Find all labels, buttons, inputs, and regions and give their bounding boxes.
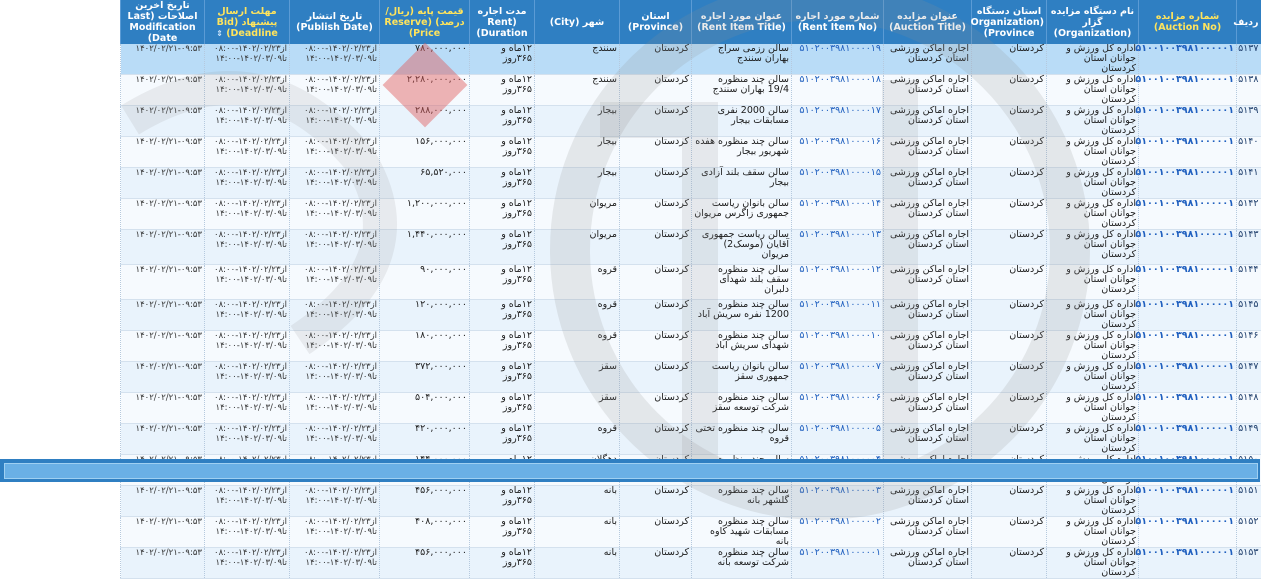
province-cell: کردستان bbox=[620, 44, 692, 75]
last-modification-cell: ۱۴۰۲/۰۲/۲۱-۰۹:۵۳ bbox=[121, 331, 205, 362]
city-cell: سقز bbox=[535, 362, 620, 393]
auction-no-link[interactable]: ۵۱۰۰۱۰۰۳۹۸۱۰۰۰۰۰۱ bbox=[1139, 137, 1237, 168]
duration-cell: ۱۲ماه و ۳۶۵روز bbox=[470, 424, 535, 455]
last-modification-cell: ۱۴۰۲/۰۲/۲۱-۰۹:۵۳ bbox=[121, 137, 205, 168]
table-row[interactable] bbox=[121, 44, 1261, 75]
table-header-row bbox=[121, 0, 1261, 44]
reserve-price-cell: ۲۸۸,۰۰۰,۰۰۰ bbox=[380, 106, 470, 137]
deadline-cell: از۱۴۰۲/۰۲/۲۳-۰۸:۰۰ تا۱۴۰۲/۰۳/۰۹-۱۴:۰۰ bbox=[205, 393, 290, 424]
row-no-cell: ۵۱۴۰ bbox=[1237, 137, 1261, 168]
city-cell: مریوان bbox=[535, 230, 620, 265]
rent-item-no-link[interactable]: ۵۱۰۲۰۰۳۹۸۱۰۰۰۰۱۸ bbox=[792, 75, 884, 106]
rent-item-title-cell: سالن چند منظوره سقف بلند شهدای دلبران bbox=[692, 265, 792, 300]
auction-no-link[interactable]: ۵۱۰۰۱۰۰۳۹۸۱۰۰۰۰۰۱ bbox=[1139, 300, 1237, 331]
reserve-price-cell: ۳۷۲,۰۰۰,۰۰۰ bbox=[380, 362, 470, 393]
auction-title-cell: اجاره اماکن ورزشی استان کردستان bbox=[884, 486, 972, 517]
auction-title-cell: اجاره اماکن ورزشی استان کردستان bbox=[884, 44, 972, 75]
publish-date-cell: از۱۴۰۲/۰۲/۲۳-۰۸:۰۰ تا۱۴۰۲/۰۳/۰۹-۱۴:۰۰ bbox=[290, 548, 380, 579]
duration-cell: ۱۲ماه و ۳۶۵روز bbox=[470, 168, 535, 199]
row-no-cell: ۵۱۳۹ bbox=[1237, 106, 1261, 137]
rent-item-title-cell: سالن چند منظوره شرکت توسعه بانه bbox=[692, 548, 792, 579]
deadline-cell: از۱۴۰۲/۰۲/۲۳-۰۸:۰۰ تا۱۴۰۲/۰۳/۰۹-۱۴:۰۰ bbox=[205, 486, 290, 517]
duration-cell: ۱۲ماه و ۳۶۵روز bbox=[470, 265, 535, 300]
publish-date-cell: از۱۴۰۲/۰۲/۲۳-۰۸:۰۰ تا۱۴۰۲/۰۳/۰۹-۱۴:۰۰ bbox=[290, 393, 380, 424]
last-modification-cell: ۱۴۰۲/۰۲/۲۱-۰۹:۵۳ bbox=[121, 230, 205, 265]
table-row[interactable] bbox=[121, 265, 1261, 300]
auction-title-cell: اجاره اماکن ورزشی استان کردستان bbox=[884, 199, 972, 230]
province-cell: کردستان bbox=[620, 548, 692, 579]
reserve-price-cell: ۷۸۰,۰۰۰,۰۰۰ bbox=[380, 44, 470, 75]
last-modification-cell: ۱۴۰۲/۰۲/۲۱-۰۹:۵۳ bbox=[121, 75, 205, 106]
city-cell: بانه bbox=[535, 517, 620, 548]
province-org-cell: کردستان bbox=[972, 106, 1047, 137]
province-cell: کردستان bbox=[620, 137, 692, 168]
table-row[interactable] bbox=[121, 362, 1261, 393]
table-row[interactable] bbox=[121, 168, 1261, 199]
province-org-cell: کردستان bbox=[972, 548, 1047, 579]
row-no-cell: ۵۱۵۲ bbox=[1237, 517, 1261, 548]
empty-left-panel bbox=[0, 44, 120, 459]
auction-title-cell: اجاره اماکن ورزشی استان کردستان bbox=[884, 424, 972, 455]
province-cell: کردستان bbox=[620, 424, 692, 455]
rent-item-no-link[interactable]: ۵۱۰۲۰۰۳۹۸۱۰۰۰۰۰۱ bbox=[792, 548, 884, 579]
reserve-price-cell: ۴۲۰,۰۰۰,۰۰۰ bbox=[380, 424, 470, 455]
row-no-cell: ۵۱۴۶ bbox=[1237, 331, 1261, 362]
rent-item-no-link[interactable]: ۵۱۰۲۰۰۳۹۸۱۰۰۰۰۰۵ bbox=[792, 424, 884, 455]
auction-title-cell: اجاره اماکن ورزشی استان کردستان bbox=[884, 300, 972, 331]
rent-item-title-cell: سالن بانوان ریاست جمهوری زاگرس مریوان bbox=[692, 199, 792, 230]
rent-item-no-link[interactable]: ۵۱۰۲۰۰۳۹۸۱۰۰۰۰۱۰ bbox=[792, 331, 884, 362]
col-header-province[interactable]: استان (Province) bbox=[620, 0, 692, 44]
organization-cell: اداره کل ورزش و جوانان استان کردستان bbox=[1047, 168, 1139, 199]
auction-title-cell: اجاره اماکن ورزشی استان کردستان bbox=[884, 230, 972, 265]
duration-cell: ۱۲ماه و ۳۶۵روز bbox=[470, 331, 535, 362]
organization-cell: اداره کل ورزش و جوانان استان کردستان bbox=[1047, 331, 1139, 362]
table-row[interactable] bbox=[121, 393, 1261, 424]
reserve-price-cell: ۱۲۰,۰۰۰,۰۰۰ bbox=[380, 300, 470, 331]
deadline-cell: از۱۴۰۲/۰۲/۲۳-۰۸:۰۰ تا۱۴۰۲/۰۳/۰۹-۱۴:۰۰ bbox=[205, 75, 290, 106]
reserve-price-cell: ۴۵۶,۰۰۰,۰۰۰ bbox=[380, 486, 470, 517]
organization-cell: اداره کل ورزش و جوانان استان کردستان bbox=[1047, 393, 1139, 424]
row-no-cell: ۵۱۴۷ bbox=[1237, 362, 1261, 393]
duration-cell: ۱۲ماه و ۳۶۵روز bbox=[470, 486, 535, 517]
col-header-auction-no-label: شماره مزایده (Auction No) bbox=[1153, 11, 1222, 33]
province-cell: کردستان bbox=[620, 486, 692, 517]
row-no-cell: ۵۱۴۳ bbox=[1237, 230, 1261, 265]
col-header-deadline[interactable] bbox=[205, 0, 290, 44]
table-row[interactable] bbox=[121, 300, 1261, 331]
city-cell: مریوان bbox=[535, 199, 620, 230]
last-modification-cell: ۱۴۰۲/۰۲/۲۱-۰۹:۵۳ bbox=[121, 106, 205, 137]
publish-date-cell: از۱۴۰۲/۰۲/۲۳-۰۸:۰۰ تا۱۴۰۲/۰۳/۰۹-۱۴:۰۰ bbox=[290, 265, 380, 300]
footer-pager-strip[interactable] bbox=[4, 463, 1258, 479]
duration-cell: ۱۲ماه و ۳۶۵روز bbox=[470, 44, 535, 75]
reserve-price-cell: ۵۰۴,۰۰۰,۰۰۰ bbox=[380, 393, 470, 424]
auction-table bbox=[120, 0, 1261, 579]
city-cell: بانه bbox=[535, 548, 620, 579]
table-body bbox=[121, 44, 1261, 579]
publish-date-cell: از۱۴۰۲/۰۲/۲۳-۰۸:۰۰ تا۱۴۰۲/۰۳/۰۹-۱۴:۰۰ bbox=[290, 106, 380, 137]
deadline-cell: از۱۴۰۲/۰۲/۲۳-۰۸:۰۰ تا۱۴۰۲/۰۳/۰۹-۱۴:۰۰ bbox=[205, 137, 290, 168]
auction-no-link[interactable]: ۵۱۰۰۱۰۰۳۹۸۱۰۰۰۰۰۱ bbox=[1139, 168, 1237, 199]
city-cell: قروه bbox=[535, 424, 620, 455]
auction-no-link[interactable]: ۵۱۰۰۱۰۰۳۹۸۱۰۰۰۰۰۱ bbox=[1139, 548, 1237, 579]
deadline-cell: از۱۴۰۲/۰۲/۲۳-۰۸:۰۰ تا۱۴۰۲/۰۳/۰۹-۱۴:۰۰ bbox=[205, 168, 290, 199]
auction-title-cell: اجاره اماکن ورزشی استان کردستان bbox=[884, 265, 972, 300]
row-no-cell: ۵۱۵۱ bbox=[1237, 486, 1261, 517]
rent-item-title-cell: سالن 2000 نفری مسابقات بیجار bbox=[692, 106, 792, 137]
province-org-cell: کردستان bbox=[972, 331, 1047, 362]
auction-title-cell: اجاره اماکن ورزشی استان کردستان bbox=[884, 137, 972, 168]
auction-title-cell: اجاره اماکن ورزشی استان کردستان bbox=[884, 331, 972, 362]
province-cell: کردستان bbox=[620, 106, 692, 137]
auction-no-link[interactable]: ۵۱۰۰۱۰۰۳۹۸۱۰۰۰۰۰۱ bbox=[1139, 486, 1237, 517]
duration-cell: ۱۲ماه و ۳۶۵روز bbox=[470, 517, 535, 548]
auction-no-link[interactable]: ۵۱۰۰۱۰۰۳۹۸۱۰۰۰۰۰۱ bbox=[1139, 265, 1237, 300]
city-cell: سنندج bbox=[535, 75, 620, 106]
publish-date-cell: از۱۴۰۲/۰۲/۲۳-۰۸:۰۰ تا۱۴۰۲/۰۳/۰۹-۱۴:۰۰ bbox=[290, 199, 380, 230]
table-row[interactable] bbox=[121, 230, 1261, 265]
organization-cell: اداره کل ورزش و جوانان استان کردستان bbox=[1047, 137, 1139, 168]
province-org-cell: کردستان bbox=[972, 199, 1047, 230]
duration-cell: ۱۲ماه و ۳۶۵روز bbox=[470, 393, 535, 424]
deadline-cell: از۱۴۰۲/۰۲/۲۳-۰۸:۰۰ تا۱۴۰۲/۰۳/۰۹-۱۴:۰۰ bbox=[205, 300, 290, 331]
province-cell: کردستان bbox=[620, 199, 692, 230]
auction-no-link[interactable]: ۵۱۰۰۱۰۰۳۹۸۱۰۰۰۰۰۱ bbox=[1139, 199, 1237, 230]
province-org-cell: کردستان bbox=[972, 75, 1047, 106]
col-header-publish-date[interactable]: تاریخ انتشار (Publish Date) bbox=[290, 0, 380, 44]
rent-item-no-link[interactable]: ۵۱۰۲۰۰۳۹۸۱۰۰۰۰۱۲ bbox=[792, 265, 884, 300]
rent-item-no-link[interactable]: ۵۱۰۲۰۰۳۹۸۱۰۰۰۰۱۵ bbox=[792, 168, 884, 199]
duration-cell: ۱۲ماه و ۳۶۵روز bbox=[470, 548, 535, 579]
reserve-price-cell: ۱۵۶,۰۰۰,۰۰۰ bbox=[380, 137, 470, 168]
rent-item-title-cell: سالن چند منظوره 19/4 بهاران سنندج bbox=[692, 75, 792, 106]
reserve-price-cell: ۴۰۸,۰۰۰,۰۰۰ bbox=[380, 517, 470, 548]
province-org-cell: کردستان bbox=[972, 265, 1047, 300]
deadline-cell: از۱۴۰۲/۰۲/۲۳-۰۸:۰۰ تا۱۴۰۲/۰۳/۰۹-۱۴:۰۰ bbox=[205, 265, 290, 300]
province-cell: کردستان bbox=[620, 230, 692, 265]
deadline-cell: از۱۴۰۲/۰۲/۲۳-۰۸:۰۰ تا۱۴۰۲/۰۳/۰۹-۱۴:۰۰ bbox=[205, 424, 290, 455]
rent-item-no-link[interactable]: ۵۱۰۲۰۰۳۹۸۱۰۰۰۰۰۳ bbox=[792, 486, 884, 517]
duration-cell: ۱۲ماه و ۳۶۵روز bbox=[470, 362, 535, 393]
province-org-cell: کردستان bbox=[972, 44, 1047, 75]
auction-title-cell: اجاره اماکن ورزشی استان کردستان bbox=[884, 75, 972, 106]
publish-date-cell: از۱۴۰۲/۰۲/۲۳-۰۸:۰۰ تا۱۴۰۲/۰۳/۰۹-۱۴:۰۰ bbox=[290, 75, 380, 106]
last-modification-cell: ۱۴۰۲/۰۲/۲۱-۰۹:۵۳ bbox=[121, 168, 205, 199]
rent-item-no-link[interactable]: ۵۱۰۲۰۰۳۹۸۱۰۰۰۰۱۶ bbox=[792, 137, 884, 168]
row-no-cell: ۵۱۳۸ bbox=[1237, 75, 1261, 106]
organization-cell: اداره کل ورزش و جوانان استان کردستان bbox=[1047, 230, 1139, 265]
publish-date-cell: از۱۴۰۲/۰۲/۲۳-۰۸:۰۰ تا۱۴۰۲/۰۳/۰۹-۱۴:۰۰ bbox=[290, 517, 380, 548]
auction-title-cell: اجاره اماکن ورزشی استان کردستان bbox=[884, 393, 972, 424]
auction-title-cell: اجاره اماکن ورزشی استان کردستان bbox=[884, 106, 972, 137]
organization-cell: اداره کل ورزش و جوانان استان کردستان bbox=[1047, 199, 1139, 230]
deadline-cell: از۱۴۰۲/۰۲/۲۳-۰۸:۰۰ تا۱۴۰۲/۰۳/۰۹-۱۴:۰۰ bbox=[205, 548, 290, 579]
col-header-duration[interactable]: مدت اجاره (Rent Duration) bbox=[470, 0, 535, 44]
auction-no-link[interactable]: ۵۱۰۰۱۰۰۳۹۸۱۰۰۰۰۰۱ bbox=[1139, 75, 1237, 106]
rent-item-title-cell: سالن چند منظوره هفده شهریور بیجار bbox=[692, 137, 792, 168]
province-org-cell: کردستان bbox=[972, 168, 1047, 199]
province-org-cell: کردستان bbox=[972, 424, 1047, 455]
publish-date-cell: از۱۴۰۲/۰۲/۲۳-۰۸:۰۰ تا۱۴۰۲/۰۳/۰۹-۱۴:۰۰ bbox=[290, 362, 380, 393]
last-modification-cell: ۱۴۰۲/۰۲/۲۱-۰۹:۵۳ bbox=[121, 548, 205, 579]
row-no-cell: ۵۱۵۳ bbox=[1237, 548, 1261, 579]
organization-cell: اداره کل ورزش و جوانان استان کردستان bbox=[1047, 362, 1139, 393]
col-header-auction-no[interactable] bbox=[1139, 0, 1237, 44]
province-cell: کردستان bbox=[620, 300, 692, 331]
table-row[interactable] bbox=[121, 106, 1261, 137]
auction-no-link[interactable]: ۵۱۰۰۱۰۰۳۹۸۱۰۰۰۰۰۱ bbox=[1139, 393, 1237, 424]
reserve-price-cell: ۱۸۰,۰۰۰,۰۰۰ bbox=[380, 331, 470, 362]
province-org-cell: کردستان bbox=[972, 393, 1047, 424]
auction-no-link[interactable]: ۵۱۰۰۱۰۰۳۹۸۱۰۰۰۰۰۱ bbox=[1139, 362, 1237, 393]
rent-item-no-link[interactable]: ۵۱۰۲۰۰۳۹۸۱۰۰۰۰۱۱ bbox=[792, 300, 884, 331]
table-row[interactable] bbox=[121, 548, 1261, 579]
province-org-cell: کردستان bbox=[972, 137, 1047, 168]
col-header-rent-item-no[interactable]: شماره مورد اجاره (Rent Item No) bbox=[792, 0, 884, 44]
organization-cell: اداره کل ورزش و جوانان استان کردستان bbox=[1047, 44, 1139, 75]
province-org-cell: کردستان bbox=[972, 362, 1047, 393]
rent-item-no-link[interactable]: ۵۱۰۲۰۰۳۹۸۱۰۰۰۰۱۳ bbox=[792, 230, 884, 265]
rent-item-title-cell: سالن چند منظوره تختی قروه bbox=[692, 424, 792, 455]
col-header-reserve-price-label: قیمت پایه (ریال/درصد) (Reserve Price) bbox=[384, 5, 465, 39]
organization-cell: اداره کل ورزش و جوانان استان کردستان bbox=[1047, 486, 1139, 517]
row-no-cell: ۵۱۴۸ bbox=[1237, 393, 1261, 424]
col-header-reserve-price[interactable] bbox=[380, 0, 470, 44]
table-row[interactable] bbox=[121, 75, 1261, 106]
reserve-price-cell: ۲,۲۸۰,۰۰۰,۰۰۰ bbox=[380, 75, 470, 106]
publish-date-cell: از۱۴۰۲/۰۲/۲۳-۰۸:۰۰ تا۱۴۰۲/۰۳/۰۹-۱۴:۰۰ bbox=[290, 137, 380, 168]
auction-title-cell: اجاره اماکن ورزشی استان کردستان bbox=[884, 168, 972, 199]
deadline-cell: از۱۴۰۲/۰۲/۲۳-۰۸:۰۰ تا۱۴۰۲/۰۳/۰۹-۱۴:۰۰ bbox=[205, 230, 290, 265]
organization-cell: اداره کل ورزش و جوانان استان کردستان bbox=[1047, 517, 1139, 548]
col-header-city[interactable]: شهر (City) bbox=[535, 0, 620, 44]
province-cell: کردستان bbox=[620, 75, 692, 106]
rent-item-no-link[interactable]: ۵۱۰۲۰۰۳۹۸۱۰۰۰۰۱۴ bbox=[792, 199, 884, 230]
province-cell: کردستان bbox=[620, 362, 692, 393]
province-cell: کردستان bbox=[620, 265, 692, 300]
province-org-cell: کردستان bbox=[972, 300, 1047, 331]
duration-cell: ۱۲ماه و ۳۶۵روز bbox=[470, 300, 535, 331]
auction-title-cell: اجاره اماکن ورزشی استان کردستان bbox=[884, 517, 972, 548]
rent-item-title-cell: سالن چند منظوره شهدای سریش آباد bbox=[692, 331, 792, 362]
col-header-province-org[interactable]: استان دستگاه (Organization Province) bbox=[972, 0, 1047, 44]
city-cell: سقز bbox=[535, 393, 620, 424]
province-org-cell: کردستان bbox=[972, 486, 1047, 517]
table-row[interactable] bbox=[121, 137, 1261, 168]
duration-cell: ۱۲ماه و ۳۶۵روز bbox=[470, 230, 535, 265]
city-cell: قروه bbox=[535, 300, 620, 331]
last-modification-cell: ۱۴۰۲/۰۲/۲۱-۰۹:۵۳ bbox=[121, 265, 205, 300]
organization-cell: اداره کل ورزش و جوانان استان کردستان bbox=[1047, 548, 1139, 579]
duration-cell: ۱۲ماه و ۳۶۵روز bbox=[470, 199, 535, 230]
rent-item-no-link[interactable]: ۵۱۰۲۰۰۳۹۸۱۰۰۰۰۰۶ bbox=[792, 393, 884, 424]
publish-date-cell: از۱۴۰۲/۰۲/۲۳-۰۸:۰۰ تا۱۴۰۲/۰۳/۰۹-۱۴:۰۰ bbox=[290, 424, 380, 455]
city-cell: بیجار bbox=[535, 137, 620, 168]
last-modification-cell: ۱۴۰۲/۰۲/۲۱-۰۹:۵۳ bbox=[121, 300, 205, 331]
auction-title-cell: اجاره اماکن ورزشی استان کردستان bbox=[884, 548, 972, 579]
organization-cell: اداره کل ورزش و جوانان استان کردستان bbox=[1047, 424, 1139, 455]
auction-no-link[interactable]: ۵۱۰۰۱۰۰۳۹۸۱۰۰۰۰۰۱ bbox=[1139, 44, 1237, 75]
rent-item-title-cell: سالن چند منظوره مسابقات شهید کاوه بانه bbox=[692, 517, 792, 548]
auction-title-cell: اجاره اماکن ورزشی استان کردستان bbox=[884, 362, 972, 393]
last-modification-cell: ۱۴۰۲/۰۲/۲۱-۰۹:۵۳ bbox=[121, 517, 205, 548]
auction-no-link[interactable]: ۵۱۰۰۱۰۰۳۹۸۱۰۰۰۰۰۱ bbox=[1139, 424, 1237, 455]
publish-date-cell: از۱۴۰۲/۰۲/۲۳-۰۸:۰۰ تا۱۴۰۲/۰۳/۰۹-۱۴:۰۰ bbox=[290, 168, 380, 199]
organization-cell: اداره کل ورزش و جوانان استان کردستان bbox=[1047, 106, 1139, 137]
city-cell: سنندج bbox=[535, 44, 620, 75]
reserve-price-cell: ۱,۲۰۰,۰۰۰,۰۰۰ bbox=[380, 199, 470, 230]
publish-date-cell: از۱۴۰۲/۰۲/۲۳-۰۸:۰۰ تا۱۴۰۲/۰۳/۰۹-۱۴:۰۰ bbox=[290, 44, 380, 75]
province-org-cell: کردستان bbox=[972, 230, 1047, 265]
auction-no-link[interactable]: ۵۱۰۰۱۰۰۳۹۸۱۰۰۰۰۰۱ bbox=[1139, 106, 1237, 137]
table-row[interactable] bbox=[121, 517, 1261, 548]
row-no-cell: ۵۱۴۲ bbox=[1237, 199, 1261, 230]
duration-cell: ۱۲ماه و ۳۶۵روز bbox=[470, 106, 535, 137]
auction-no-link[interactable]: ۵۱۰۰۱۰۰۳۹۸۱۰۰۰۰۰۱ bbox=[1139, 331, 1237, 362]
table-row[interactable] bbox=[121, 486, 1261, 517]
city-cell: قروه bbox=[535, 331, 620, 362]
rent-item-title-cell: سالن چند منظوره گلشهر بانه bbox=[692, 486, 792, 517]
col-header-rent-item-title[interactable]: عنوان مورد اجاره (Rent Item Title) bbox=[692, 0, 792, 44]
last-modification-cell: ۱۴۰۲/۰۲/۲۱-۰۹:۵۳ bbox=[121, 199, 205, 230]
publish-date-cell: از۱۴۰۲/۰۲/۲۳-۰۸:۰۰ تا۱۴۰۲/۰۳/۰۹-۱۴:۰۰ bbox=[290, 486, 380, 517]
city-cell: بانه bbox=[535, 486, 620, 517]
province-cell: کردستان bbox=[620, 168, 692, 199]
col-header-last-modification[interactable]: تاریخ آخرین اصلاحات (Last Modification Date) bbox=[121, 0, 205, 44]
city-cell: قروه bbox=[535, 265, 620, 300]
publish-date-cell: از۱۴۰۲/۰۲/۲۳-۰۸:۰۰ تا۱۴۰۲/۰۳/۰۹-۱۴:۰۰ bbox=[290, 230, 380, 265]
organization-cell: اداره کل ورزش و جوانان استان کردستان bbox=[1047, 75, 1139, 106]
auction-no-link[interactable]: ۵۱۰۰۱۰۰۳۹۸۱۰۰۰۰۰۱ bbox=[1139, 517, 1237, 548]
last-modification-cell: ۱۴۰۲/۰۲/۲۱-۰۹:۵۳ bbox=[121, 424, 205, 455]
row-no-cell: ۵۱۴۴ bbox=[1237, 265, 1261, 300]
col-header-deadline-label: مهلت ارسال پیشنهاد (Bid Deadline) bbox=[216, 5, 278, 39]
last-modification-cell: ۱۴۰۲/۰۲/۲۱-۰۹:۵۳ bbox=[121, 393, 205, 424]
deadline-cell: از۱۴۰۲/۰۲/۲۳-۰۸:۰۰ تا۱۴۰۲/۰۳/۰۹-۱۴:۰۰ bbox=[205, 199, 290, 230]
col-header-auction-title[interactable]: عنوان مزایده (Auction Title) bbox=[884, 0, 972, 44]
row-no-cell: ۵۱۴۱ bbox=[1237, 168, 1261, 199]
province-cell: کردستان bbox=[620, 393, 692, 424]
last-modification-cell: ۱۴۰۲/۰۲/۲۱-۰۹:۵۳ bbox=[121, 44, 205, 75]
deadline-cell: از۱۴۰۲/۰۲/۲۳-۰۸:۰۰ تا۱۴۰۲/۰۳/۰۹-۱۴:۰۰ bbox=[205, 44, 290, 75]
rent-item-no-link[interactable]: ۵۱۰۲۰۰۳۹۸۱۰۰۰۰۰۷ bbox=[792, 362, 884, 393]
col-header-organization[interactable]: نام دستگاه مزایده گزار (Organization) bbox=[1047, 0, 1139, 44]
reserve-price-cell: ۹۰,۰۰۰,۰۰۰ bbox=[380, 265, 470, 300]
rent-item-title-cell: سالن رزمی سراج بهاران سنندج bbox=[692, 44, 792, 75]
deadline-cell: از۱۴۰۲/۰۲/۲۳-۰۸:۰۰ تا۱۴۰۲/۰۳/۰۹-۱۴:۰۰ bbox=[205, 517, 290, 548]
sort-icon[interactable]: ⇕ bbox=[216, 28, 223, 38]
province-org-cell: کردستان bbox=[972, 517, 1047, 548]
last-modification-cell: ۱۴۰۲/۰۲/۲۱-۰۹:۵۳ bbox=[121, 486, 205, 517]
organization-cell: اداره کل ورزش و جوانان استان کردستان bbox=[1047, 265, 1139, 300]
deadline-cell: از۱۴۰۲/۰۲/۲۳-۰۸:۰۰ تا۱۴۰۲/۰۳/۰۹-۱۴:۰۰ bbox=[205, 106, 290, 137]
table-row[interactable] bbox=[121, 331, 1261, 362]
publish-date-cell: از۱۴۰۲/۰۲/۲۳-۰۸:۰۰ تا۱۴۰۲/۰۳/۰۹-۱۴:۰۰ bbox=[290, 300, 380, 331]
rent-item-title-cell: سالن ریاست جمهوری آقایان (موسک2) مریوان bbox=[692, 230, 792, 265]
deadline-cell: از۱۴۰۲/۰۲/۲۳-۰۸:۰۰ تا۱۴۰۲/۰۳/۰۹-۱۴:۰۰ bbox=[205, 331, 290, 362]
province-cell: کردستان bbox=[620, 517, 692, 548]
deadline-cell: از۱۴۰۲/۰۲/۲۳-۰۸:۰۰ تا۱۴۰۲/۰۳/۰۹-۱۴:۰۰ bbox=[205, 362, 290, 393]
grid-footer-bar bbox=[0, 459, 1260, 482]
rent-item-title-cell: سالن بانوان ریاست جمهوری سقز bbox=[692, 362, 792, 393]
reserve-price-cell: ۱,۴۴۰,۰۰۰,۰۰۰ bbox=[380, 230, 470, 265]
reserve-price-cell: ۶۵,۵۲۰,۰۰۰ bbox=[380, 168, 470, 199]
last-modification-cell: ۱۴۰۲/۰۲/۲۱-۰۹:۵۳ bbox=[121, 362, 205, 393]
rent-item-title-cell: سالن چند منظوره 1200 نفره سریش آباد bbox=[692, 300, 792, 331]
row-no-cell: ۵۱۳۷ bbox=[1237, 44, 1261, 75]
duration-cell: ۱۲ماه و ۳۶۵روز bbox=[470, 75, 535, 106]
organization-cell: اداره کل ورزش و جوانان استان کردستان bbox=[1047, 300, 1139, 331]
rent-item-no-link[interactable]: ۵۱۰۲۰۰۳۹۸۱۰۰۰۰۱۹ bbox=[792, 44, 884, 75]
auction-no-link[interactable]: ۵۱۰۰۱۰۰۳۹۸۱۰۰۰۰۰۱ bbox=[1139, 230, 1237, 265]
city-cell: بیجار bbox=[535, 168, 620, 199]
reserve-price-cell: ۴۵۶,۰۰۰,۰۰۰ bbox=[380, 548, 470, 579]
rent-item-title-cell: سالن سقف بلند آزادی بیجار bbox=[692, 168, 792, 199]
row-no-cell: ۵۱۴۵ bbox=[1237, 300, 1261, 331]
rent-item-no-link[interactable]: ۵۱۰۲۰۰۳۹۸۱۰۰۰۰۱۷ bbox=[792, 106, 884, 137]
city-cell: بیجار bbox=[535, 106, 620, 137]
col-header-row-no[interactable]: ردیف bbox=[1237, 0, 1261, 44]
duration-cell: ۱۲ماه و ۳۶۵روز bbox=[470, 137, 535, 168]
rent-item-no-link[interactable]: ۵۱۰۲۰۰۳۹۸۱۰۰۰۰۰۲ bbox=[792, 517, 884, 548]
province-cell: کردستان bbox=[620, 331, 692, 362]
table-row[interactable] bbox=[121, 424, 1261, 455]
rent-item-title-cell: سالن چند منظوره شرکت توسعه سقز bbox=[692, 393, 792, 424]
row-no-cell: ۵۱۴۹ bbox=[1237, 424, 1261, 455]
publish-date-cell: از۱۴۰۲/۰۲/۲۳-۰۸:۰۰ تا۱۴۰۲/۰۳/۰۹-۱۴:۰۰ bbox=[290, 331, 380, 362]
table-row[interactable] bbox=[121, 199, 1261, 230]
